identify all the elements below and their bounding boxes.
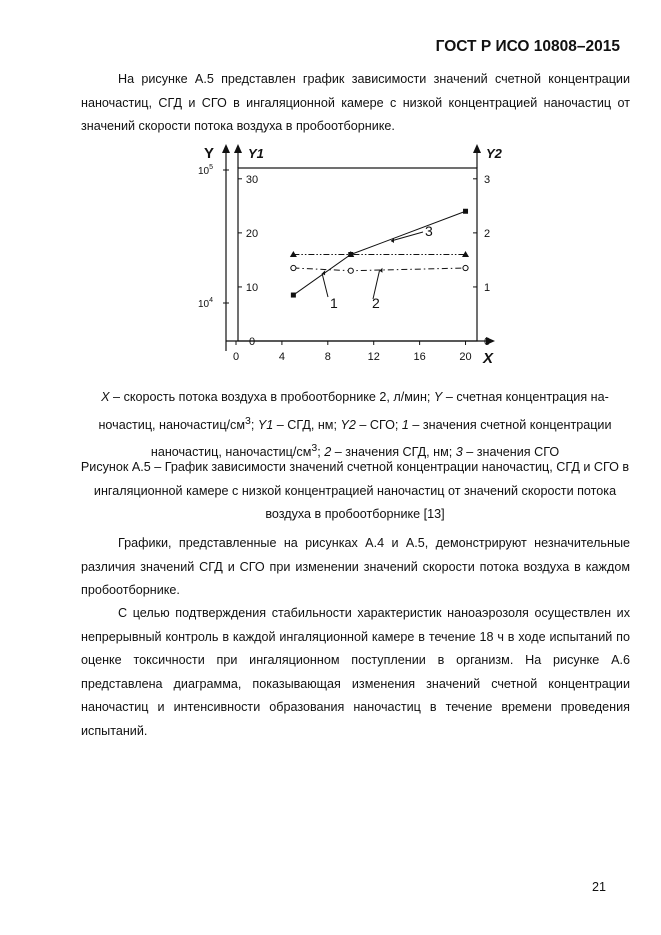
series-label-3: 3 <box>425 223 433 239</box>
legend-line3-b: ; <box>317 445 325 460</box>
y-log-tick-1e4-base: 10 <box>198 299 210 310</box>
series-2-point <box>348 268 353 273</box>
chart-series <box>290 209 469 299</box>
legend-line3-sup: 3 <box>311 442 318 455</box>
x-tick-label: 20 <box>459 351 472 363</box>
y-axis-title: Y <box>204 145 215 162</box>
legend-line2-a: ночастиц, наночастиц/см <box>98 417 245 432</box>
x-tick-label: 12 <box>367 351 380 363</box>
legend-y2-symbol: Y2 <box>340 417 356 432</box>
y1-tick-label: 30 <box>245 173 259 186</box>
y-log-tick-1e4-exp: 4 <box>209 297 214 304</box>
y2-axis-title: Y2 <box>486 146 502 161</box>
legend-n2: 2 <box>324 445 332 460</box>
legend-y1-symbol: Y1 <box>257 417 274 432</box>
series-2-point <box>291 265 296 270</box>
y1-tick-label: 10 <box>245 281 259 294</box>
legend-n3: 3 <box>455 445 463 460</box>
x-tick-label: 16 <box>413 351 426 363</box>
y-axis-arrow <box>222 144 230 153</box>
x-tick-label: 8 <box>324 351 331 363</box>
legend-n2-text: – значения СГД, нм; <box>331 445 456 460</box>
series-label-2: 2 <box>372 295 380 311</box>
legend-x-symbol: X <box>101 390 110 404</box>
y2-tick-label: 0 <box>483 336 491 348</box>
legend-y2-text: – СГО; <box>355 417 402 432</box>
legend-n1-text: – значения счетной концентрации <box>408 417 612 432</box>
paragraph-3-text: С целью подтверждения стабильности характеристик наноаэрозоля осуществлен их непрерывный контроль в каждой ингаляционной камере в течение 18 ч в ходе испытаний по оценке токсичности при ингаляционном поступлении в организм. На рисунке А.6 представлена диаграмма, показывающая изменения значений счетной концентрации наночастиц и интенсивности образования наночастиц в течение времени проведения испытаний. <box>81 606 630 738</box>
x-tick-label: 4 <box>278 351 285 363</box>
legend-line2-b: ; <box>250 417 258 432</box>
intro-paragraph <box>81 68 630 139</box>
paragraph-2 <box>81 532 630 603</box>
series-1-point <box>463 209 468 214</box>
legend-n3-text: – значения СГО <box>462 445 560 460</box>
series-2-line <box>293 268 465 271</box>
series-2-point <box>463 265 468 270</box>
chart <box>190 140 510 372</box>
legend-y1-text: – СГД, нм; <box>273 417 341 432</box>
legend-line2-sup: 3 <box>245 414 251 427</box>
legend-x-text: – скорость потока воздуха в пробоотборнике 2, л/мин; <box>109 390 434 404</box>
y2-tick-label: 1 <box>483 281 491 294</box>
series-1-line <box>293 211 465 295</box>
y1-axis-arrow <box>234 144 242 153</box>
y-log-tick-1e5-exp: 5 <box>209 164 214 171</box>
intro-paragraph-text: На рисунке А.5 представлен график зависимости значений счетной концентрации наночастиц, СГД и СГО в ингаляционной камере с низкой концентрацией наночастиц от значений скорости потока воздуха в пробоотборнике. <box>81 72 630 133</box>
series-1-point <box>291 293 296 298</box>
page-number: 21 <box>591 880 606 894</box>
figure-title: Рисунок А.5 – График зависимости значений счетной концентрации наночастиц, СГД и СГО в ингаляционной камере с низкой концентрацией наночастиц от значений скорости потока воздуха в пробоотборнике [13] <box>80 460 630 521</box>
y-log-tick-1e5 <box>198 164 213 177</box>
chart-ticks <box>223 170 477 345</box>
y1-tick-label: 0 <box>248 336 256 348</box>
figure-legend <box>75 386 635 465</box>
y2-tick-label: 3 <box>483 173 491 186</box>
legend-y-symbol: Y <box>433 390 443 404</box>
x-tick-label: 0 <box>232 351 240 363</box>
y-log-tick-1e4 <box>198 297 213 310</box>
y2-tick-label: 2 <box>483 227 491 240</box>
document-header: ГОСТ Р ИСО 10808–2015 <box>435 38 620 55</box>
legend-y-text: – счетная концентрация на- <box>442 390 609 404</box>
y-log-tick-1e5-base: 10 <box>198 166 210 177</box>
chart-axes <box>222 144 495 351</box>
y1-tick-label: 20 <box>245 227 259 240</box>
y1-axis-title: Y1 <box>248 146 264 161</box>
x-axis-title: X <box>483 350 494 367</box>
series-label-1: 1 <box>330 295 338 311</box>
paragraph-3 <box>81 602 630 743</box>
leader-line-1 <box>322 273 328 297</box>
paragraph-2-text: Графики, представленные на рисунках А.4 и А.5, демонстрируют незначительные различия значений СГД и СГО при изменении значений скорости потока воздуха в каждом пробоотборнике. <box>81 536 630 597</box>
legend-line3-a: наночастиц, наночастиц/см <box>150 445 312 460</box>
legend-n1: 1 <box>401 417 409 432</box>
y2-axis-arrow <box>473 144 481 153</box>
